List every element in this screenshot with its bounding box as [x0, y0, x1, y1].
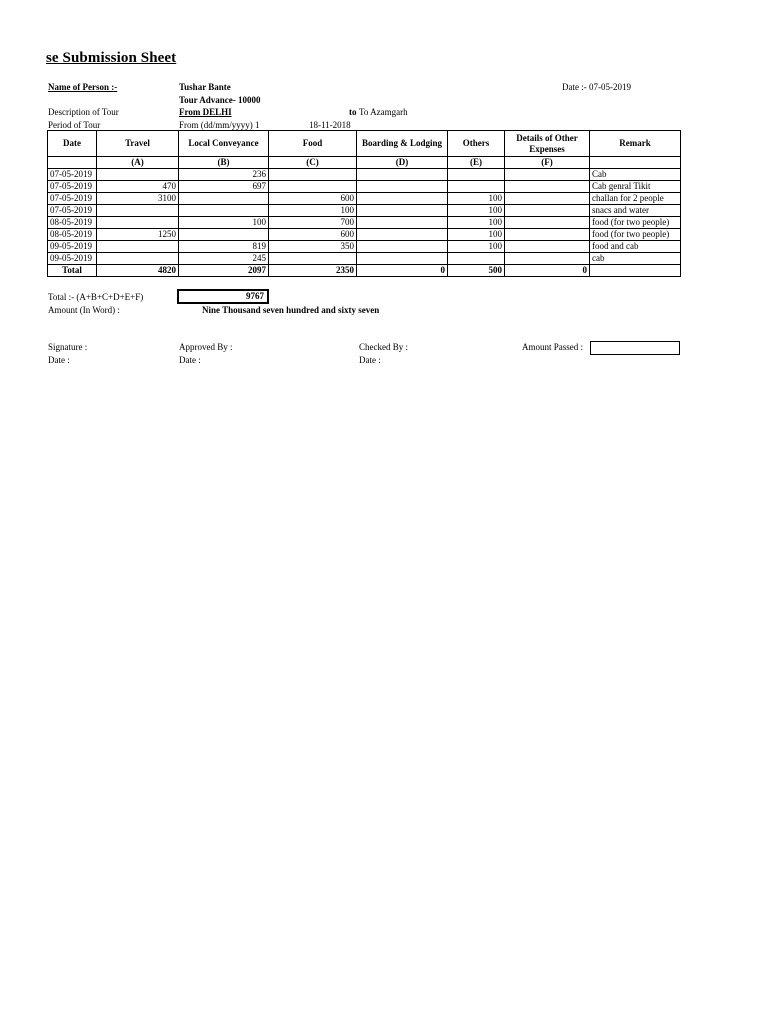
table-cell: Cab genral Tikit	[590, 181, 681, 193]
period-label: Period of Tour	[48, 120, 101, 130]
grand-total-value: 9767	[246, 291, 264, 301]
col-header: Details of Other Expenses	[505, 131, 590, 157]
table-cell	[505, 217, 590, 229]
table-cell: 3100	[97, 193, 179, 205]
description-label: Description of Tour	[48, 107, 119, 117]
table-cell: 100	[448, 193, 505, 205]
total-cell: 500	[448, 265, 505, 277]
table-cell	[505, 181, 590, 193]
table-cell	[97, 241, 179, 253]
col-header: Others	[448, 131, 505, 157]
table-cell	[505, 253, 590, 265]
amount-words-label: Amount (In Word) :	[48, 305, 120, 315]
total-cell: 0	[357, 265, 448, 277]
col-subheader	[590, 157, 681, 169]
table-cell: 245	[179, 253, 269, 265]
signature-date: Date :	[48, 355, 70, 365]
total-cell: 4820	[97, 265, 179, 277]
table-cell: 07-05-2019	[48, 169, 97, 181]
table-row	[48, 193, 681, 205]
table-cell: 600	[269, 193, 357, 205]
col-header: Date	[48, 131, 97, 157]
signature-label: Signature :	[48, 342, 88, 352]
table-cell: 470	[97, 181, 179, 193]
table-cell: 07-05-2019	[48, 205, 97, 217]
table-cell: 600	[269, 229, 357, 241]
name-label: Name of Person :-	[48, 82, 118, 92]
table-cell	[357, 205, 448, 217]
table-total-row	[48, 265, 681, 277]
table-cell	[97, 205, 179, 217]
table-cell: food and cab	[590, 241, 681, 253]
total-cell	[590, 265, 681, 277]
table-cell	[505, 169, 590, 181]
table-cell	[505, 229, 590, 241]
table-row	[48, 217, 681, 229]
table-cell	[357, 181, 448, 193]
table-cell	[357, 253, 448, 265]
table-header-row	[48, 131, 681, 157]
table-cell: food (for two people)	[590, 217, 681, 229]
date-label: Date :- 07-05-2019	[562, 82, 631, 92]
table-cell: cab	[590, 253, 681, 265]
table-cell: 07-05-2019	[48, 193, 97, 205]
table-cell: challan for 2 people	[590, 193, 681, 205]
tour-advance: Tour Advance- 10000	[179, 95, 261, 105]
table-cell: 08-05-2019	[48, 217, 97, 229]
table-cell	[357, 241, 448, 253]
table-cell: 697	[179, 181, 269, 193]
table-cell	[357, 169, 448, 181]
amount-passed-label: Amount Passed :	[522, 342, 584, 352]
col-header: Food	[269, 131, 357, 157]
table-cell: 100	[448, 205, 505, 217]
checked-date: Date :	[359, 355, 381, 365]
approved-by-label: Approved By :	[179, 342, 233, 352]
col-header: Remark	[590, 131, 681, 157]
table-cell: 09-05-2019	[48, 253, 97, 265]
table-cell	[505, 193, 590, 205]
table-cell	[357, 193, 448, 205]
total-cell: 2097	[179, 265, 269, 277]
table-cell: 100	[448, 241, 505, 253]
col-subheader: (C)	[269, 157, 357, 169]
table-cell	[448, 253, 505, 265]
table-cell: 07-05-2019	[48, 181, 97, 193]
total-cell: 2350	[269, 265, 357, 277]
col-subheader: (D)	[357, 157, 448, 169]
table-cell: Cab	[590, 169, 681, 181]
table-cell: 350	[269, 241, 357, 253]
table-cell: 819	[179, 241, 269, 253]
amount-passed-field[interactable]	[590, 341, 680, 355]
table-cell: 100	[179, 217, 269, 229]
table-cell	[505, 241, 590, 253]
table-cell	[269, 181, 357, 193]
table-row	[48, 241, 681, 253]
table-cell: 09-05-2019	[48, 241, 97, 253]
table-row	[48, 253, 681, 265]
expense-table	[47, 130, 681, 277]
checked-by-label: Checked By :	[359, 342, 408, 352]
approved-date: Date :	[179, 355, 201, 365]
col-subheader	[48, 157, 97, 169]
table-cell	[505, 205, 590, 217]
table-cell: snacs and water	[590, 205, 681, 217]
col-subheader: (F)	[505, 157, 590, 169]
total-box	[177, 289, 269, 304]
total-formula-label: Total :- (A+B+C+D+E+F)	[48, 292, 144, 302]
to-prefix: to	[349, 107, 357, 117]
to-value: To Azamgarh	[359, 107, 408, 117]
col-header: Local Conveyance	[179, 131, 269, 157]
col-header: Travel	[97, 131, 179, 157]
period-to: 18-11-2018	[309, 120, 351, 130]
col-subheader: (E)	[448, 157, 505, 169]
table-cell	[448, 181, 505, 193]
table-row	[48, 169, 681, 181]
table-cell	[357, 217, 448, 229]
table-cell: 700	[269, 217, 357, 229]
table-cell	[179, 205, 269, 217]
amount-words-value: Nine Thousand seven hundred and sixty seven	[202, 305, 380, 315]
table-cell	[97, 169, 179, 181]
table-cell: 236	[179, 169, 269, 181]
col-header: Boarding & Lodging	[357, 131, 448, 157]
table-cell	[269, 253, 357, 265]
col-subheader: (B)	[179, 157, 269, 169]
table-cell	[269, 169, 357, 181]
table-cell	[97, 253, 179, 265]
table-cell	[357, 229, 448, 241]
table-cell	[97, 217, 179, 229]
table-cell	[448, 169, 505, 181]
table-cell: food (for two people)	[590, 229, 681, 241]
col-subheader: (A)	[97, 157, 179, 169]
table-cell: 08-05-2019	[48, 229, 97, 241]
table-cell	[179, 229, 269, 241]
table-cell: 100	[448, 229, 505, 241]
table-cell: 1250	[97, 229, 179, 241]
table-cell: 100	[448, 217, 505, 229]
table-cell	[179, 193, 269, 205]
from-value: From DELHI	[179, 107, 232, 117]
total-cell: Total	[48, 265, 97, 277]
table-row	[48, 181, 681, 193]
table-row	[48, 205, 681, 217]
page-title: se Submission Sheet	[46, 50, 177, 66]
total-cell: 0	[505, 265, 590, 277]
table-subheader-row	[48, 157, 681, 169]
table-row	[48, 229, 681, 241]
table-cell: 100	[269, 205, 357, 217]
name-value: Tushar Bante	[179, 82, 231, 92]
period-from: From (dd/mm/yyyy) 1	[179, 120, 260, 130]
